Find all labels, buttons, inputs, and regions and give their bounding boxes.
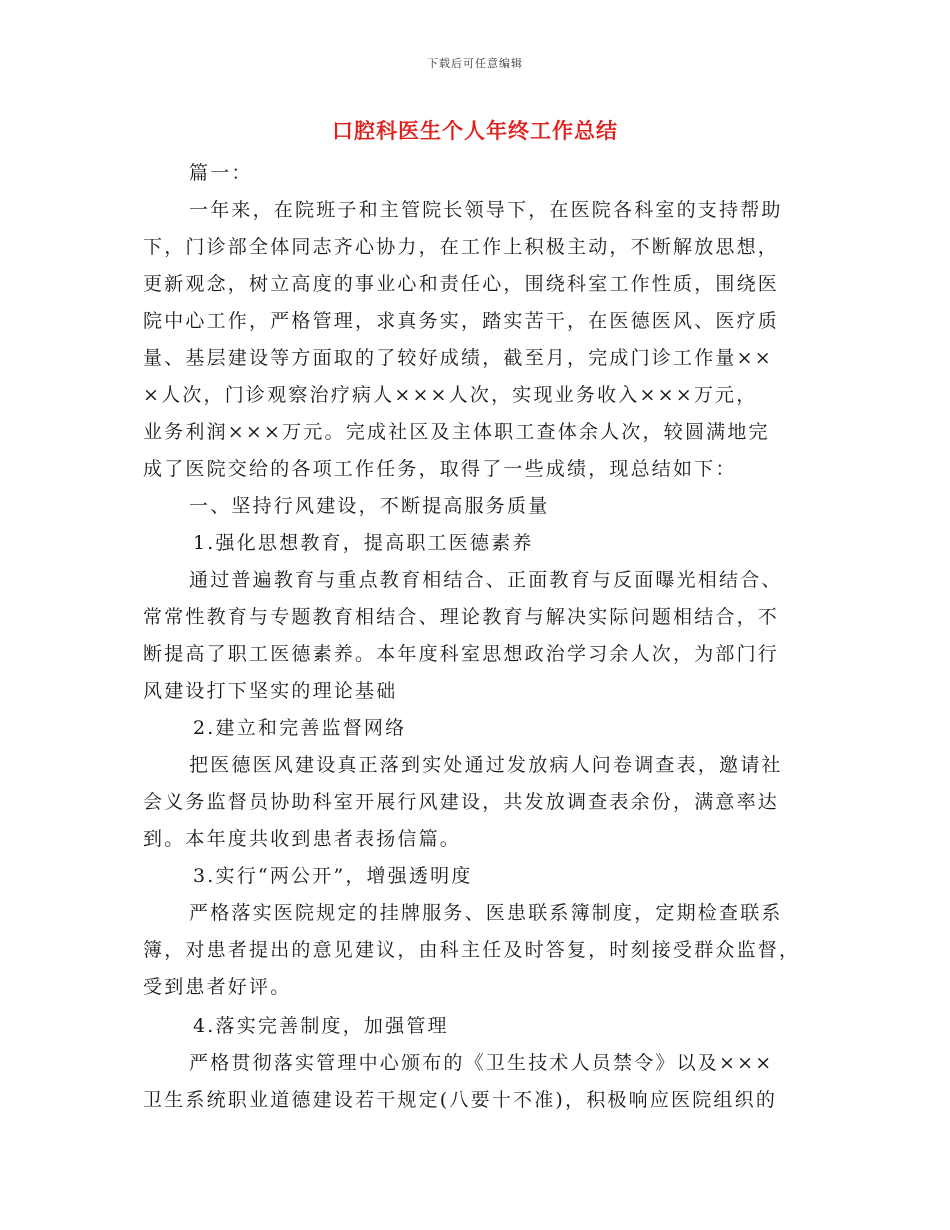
paragraph-line: 业务利润×××万元。完成社区及主体职工查体余人次，较圆满地完 [143, 421, 770, 443]
paragraph-line: 一年来，在院班子和主管院长领导下，在医院各科室的支持帮助 [189, 199, 783, 221]
header-note: 下载后可任意编辑 [427, 57, 523, 70]
subsection-heading: 1.强化思想教育，提高职工医德素养 [193, 532, 534, 554]
paragraph-line: 受到患者好评。 [143, 976, 292, 998]
paragraph-line: 风建设打下坚实的理论基础 [143, 680, 398, 702]
paragraph-line: 严格贯彻落实管理中心颁布的《卫生技术人员禁令》以及××× [189, 1052, 774, 1074]
document-body [143, 155, 807, 1119]
paragraph-line: 量、基层建设等方面取的了较好成绩，截至月，完成门诊工作量×× [143, 347, 773, 369]
paragraph-line: 到。本年度共收到患者表扬信篇。 [143, 828, 462, 850]
paragraph-line: 成了医院交给的各项工作任务，取得了一些成绩，现总结如下： [143, 458, 737, 480]
paragraph-line: 下，门诊部全体同志齐心协力，在工作上积极主动，不断解放思想， [143, 236, 780, 258]
subsection-heading: 4.落实完善制度，加强管理 [193, 1015, 449, 1037]
paragraph-line: 通过普遍教育与重点教育相结合、正面教育与反面曝光相结合、 [189, 569, 783, 591]
paragraph-line: 会义务监督员协助科室开展行风建设，共发放调查表余份，满意率达 [143, 791, 780, 813]
paragraph-line: 断提高了职工医德素养。本年度科室思想政治学习余人次，为部门行 [143, 643, 780, 665]
paragraph-line: 常常性教育与专题教育相结合、理论教育与解决实际问题相结合，不 [143, 606, 780, 628]
paragraph-line: 院中心工作，严格管理，求真务实，踏实苦干，在医德医风、医疗质 [143, 310, 780, 332]
paragraph-line: 更新观念，树立高度的事业心和责任心，围绕科室工作性质，围绕医 [143, 273, 780, 295]
paragraph-line: 卫生系统职业道德建设若干规定(八要十不准)，积极响应医院组织的 [143, 1089, 778, 1111]
section-label: 篇一： [189, 162, 253, 184]
paragraph-line: 簿，对患者提出的意见建议，由科主任及时答复，时刻接受群众监督， [143, 939, 801, 961]
section-heading: 一、坚持行风建设，不断提高服务质量 [189, 495, 550, 517]
subsection-heading: 3.实行“两公开”，增强透明度 [193, 865, 473, 887]
subsection-heading: 2.建立和完善监督网络 [193, 717, 407, 739]
document-title: 口腔科医生个人年终工作总结 [332, 118, 618, 143]
paragraph-line: 严格落实医院规定的挂牌服务、医患联系簿制度，定期检查联系 [189, 902, 783, 924]
paragraph-line: ×人次，门诊观察治疗病人×××人次，实现业务收入×××万元， [143, 384, 758, 406]
paragraph-line: 把医德医风建设真正落到实处通过发放病人问卷调查表，邀请社 [189, 754, 783, 776]
